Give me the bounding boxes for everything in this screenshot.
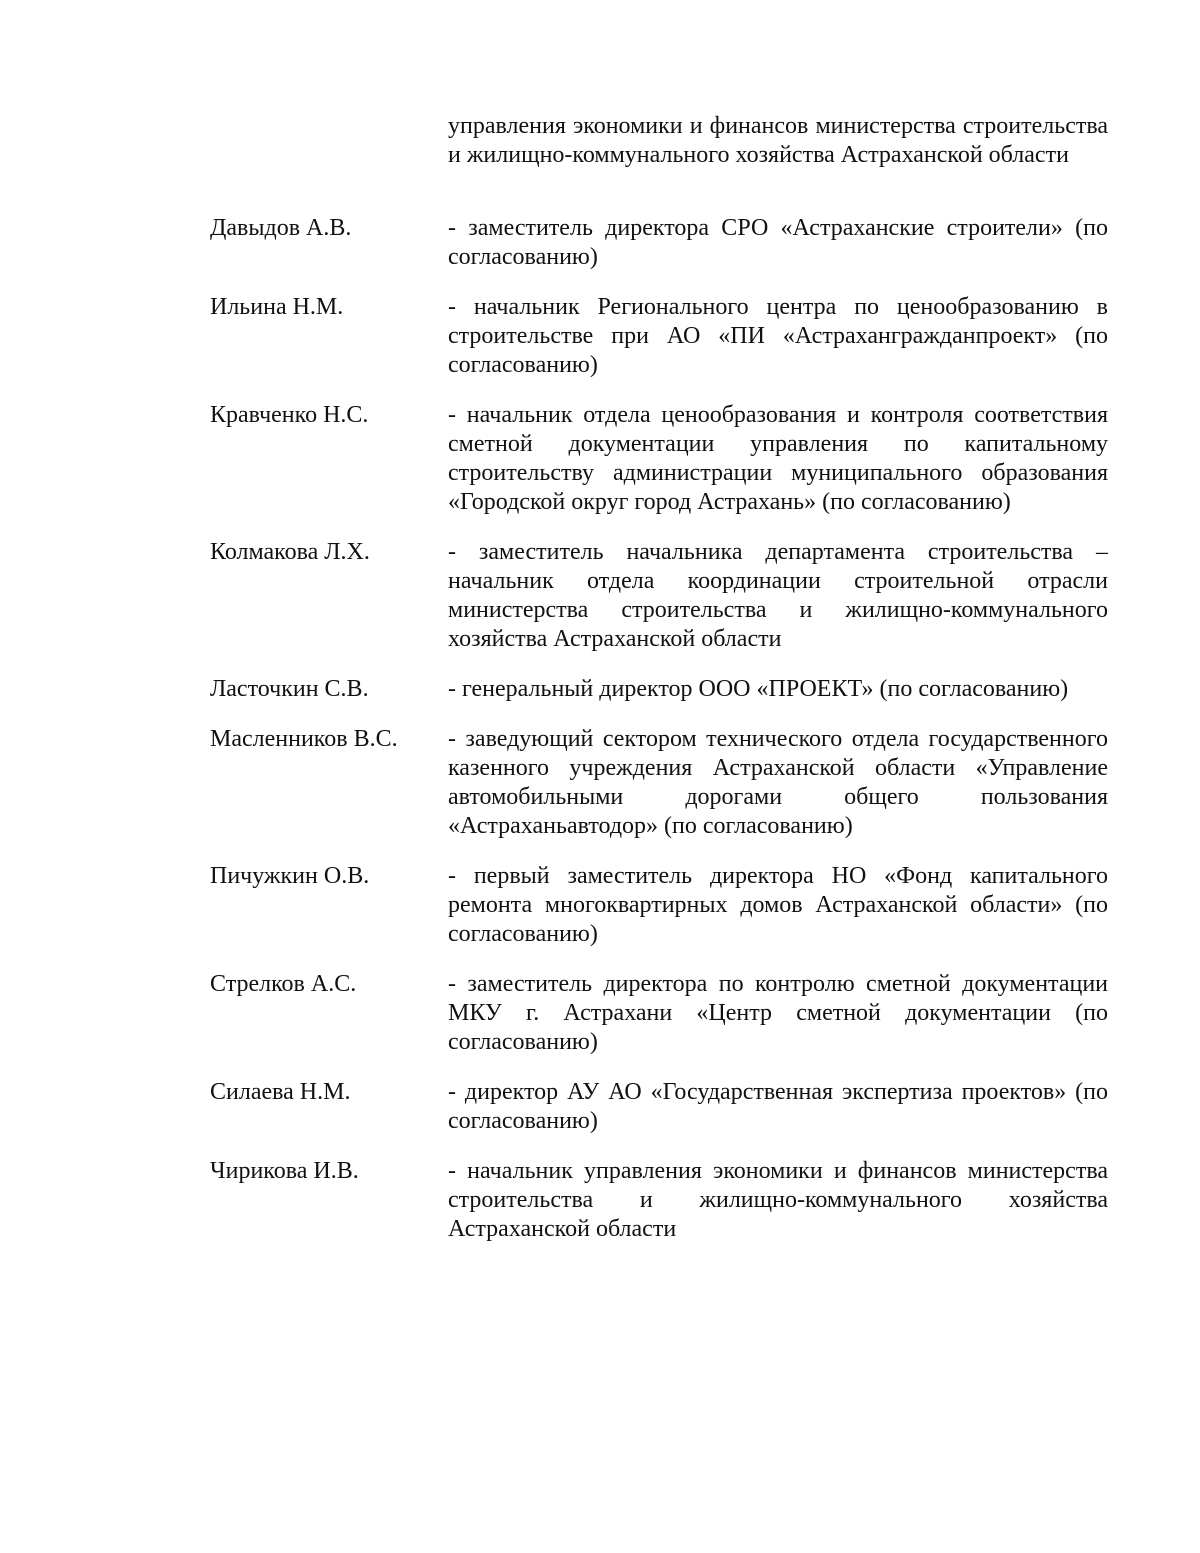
member-entry: [210, 675, 1108, 704]
member-name: Ильина Н.М.: [210, 294, 344, 320]
member-name: Силаева Н.М.: [210, 1079, 351, 1105]
member-role: - начальник управления экономики и финансов министерства строительства и жилищно-коммунального хозяйства Астраханской области: [448, 1158, 1108, 1242]
member-entry: [210, 214, 1108, 272]
member-list: [210, 214, 1108, 1265]
member-role: - первый заместитель директора НО «Фонд капитального ремонта многоквартирных домов Астраханской области» (по согласованию): [448, 863, 1108, 947]
member-entry: [210, 970, 1108, 1057]
member-name: Кравченко Н.С.: [210, 402, 369, 428]
continuation-text: управления экономики и финансов министерства строительства и жилищно-коммунального хозяйства Астраханской области: [448, 113, 1108, 168]
member-role: - заведующий сектором технического отдела государственного казенного учреждения Астраханской области «Управление автомобильными дорогами общего пользования «Астраханьавтодор» (по согласованию): [448, 726, 1108, 839]
member-entry: [210, 1157, 1108, 1244]
member-role: - заместитель директора по контролю сметной документации МКУ г. Астрахани «Центр сметной документации (по согласованию): [448, 971, 1108, 1055]
member-entry: [210, 725, 1108, 841]
member-name: Пичужкин О.В.: [210, 863, 370, 889]
member-name: Колмакова Л.Х.: [210, 539, 370, 565]
member-entry: [210, 293, 1108, 380]
member-role: - начальник Регионального центра по ценообразованию в строительстве при АО «ПИ «Астрахангражданпроект» (по согласованию): [448, 294, 1108, 378]
member-entry: [210, 538, 1108, 654]
member-role: - заместитель начальника департамента строительства – начальник отдела координации строительной отрасли министерства строительства и жилищно-коммунального хозяйства Астраханской области: [448, 539, 1108, 652]
member-role: - директор АУ АО «Государственная экспертиза проектов» (по согласованию): [448, 1079, 1108, 1134]
member-name: Ласточкин С.В.: [210, 676, 369, 702]
member-name: Масленников В.С.: [210, 726, 398, 752]
member-name: Давыдов А.В.: [210, 215, 352, 241]
member-entry: [210, 1078, 1108, 1136]
member-name: Стрелков А.С.: [210, 971, 357, 997]
member-role: - заместитель директора СРО «Астраханские строители» (по согласованию): [448, 215, 1108, 270]
member-name: Чирикова И.В.: [210, 1158, 359, 1184]
member-entry: [210, 401, 1108, 517]
member-role: - начальник отдела ценообразования и контроля соответствия сметной документации управления по капитальному строительству администрации муниципального образования «Городской округ город Астрахань» (по согласованию): [448, 402, 1108, 515]
member-role: - генеральный директор ООО «ПРОЕКТ» (по согласованию): [448, 676, 1069, 702]
member-entry: [210, 862, 1108, 949]
